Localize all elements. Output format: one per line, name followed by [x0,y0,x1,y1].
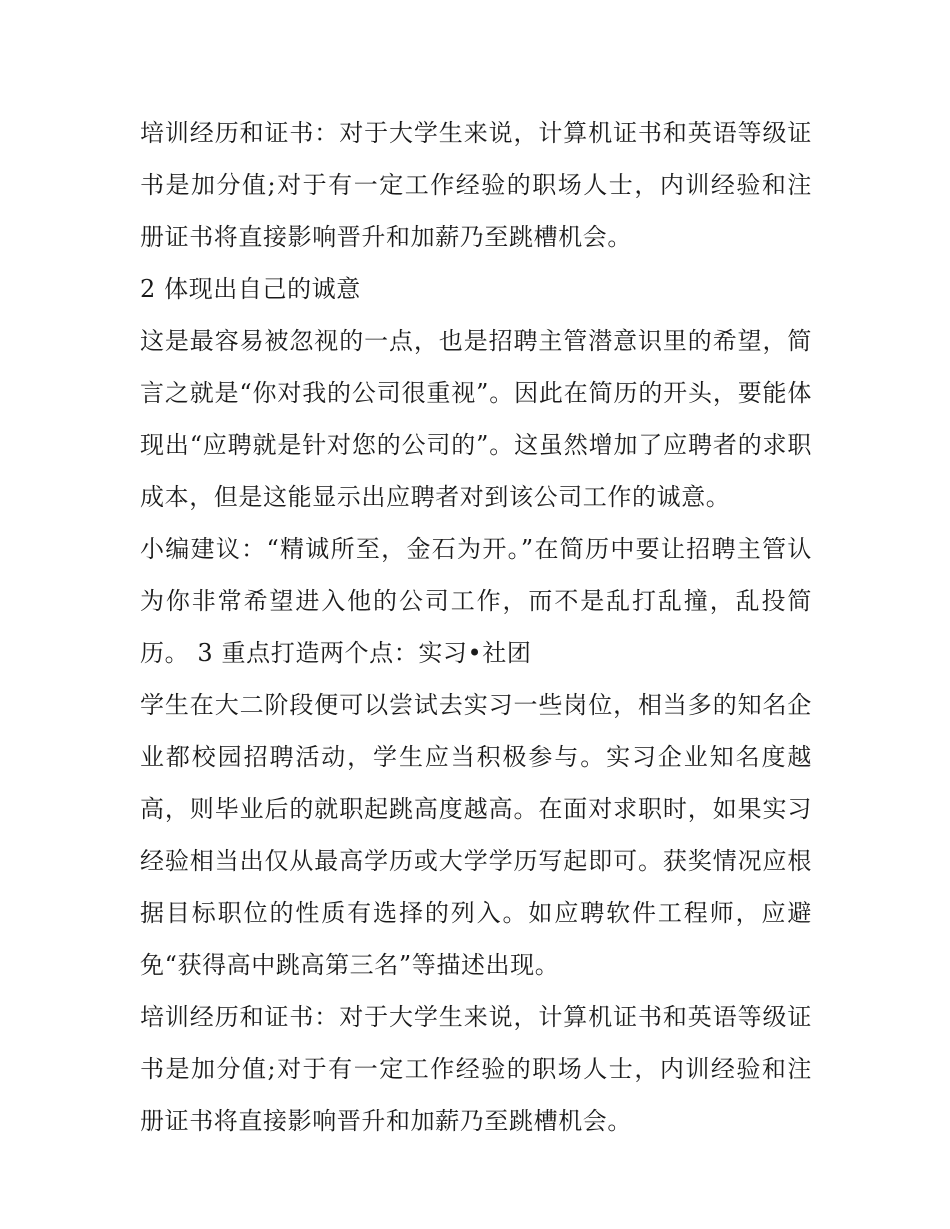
section-heading-sincerity: 2 体现出自己的诚意 [140,275,361,303]
paragraph-sincerity: 这是最容易被忽视的一点，也是招聘主管潜意识里的希望，简言之就是“你对我的公司很重视”。因此在简历的开头，要能体现出“应聘就是针对您的公司的”。这虽然增加了应聘者的求职成本，但是这能显示出应聘者对到该公司工作的诚意。 [140,327,812,511]
paragraph-internship: 学生在大二阶段便可以尝试去实习一些岗位，相当多的知名企业都校园招聘活动，学生应当积极参与。实习企业知名度越高，则毕业后的就职起跳高度越高。在面对求职时，如果实习经验相当出仅从最高学历或大学学历写起即可。获奖情况应根据目标职位的性质有选择的列入。如应聘软件工程师，应避免“获得高中跳高第三名”等描述出现。 [140,691,812,979]
paragraph-training-certificates: 培训经历和证书：对于大学生来说，计算机证书和英语等级证书是加分值;对于有一定工作经验的职场人士，内训经验和注册证书将直接影响晋升和加薪乃至跳槽机会。 [140,119,812,251]
paragraph-editor-advice: 小编建议：“精诚所至，金石为开。”在简历中要让招聘主管认为你非常希望进入他的公司工作，而不是乱打乱撞，乱投简历。 3 重点打造两个点：实习•社团 [140,535,812,667]
document-body [140,107,812,1147]
paragraph-training-certificates-repeat: 培训经历和证书：对于大学生来说，计算机证书和英语等级证书是加分值;对于有一定工作经验的职场人士，内训经验和注册证书将直接影响晋升和加薪乃至跳槽机会。 [140,1003,812,1135]
